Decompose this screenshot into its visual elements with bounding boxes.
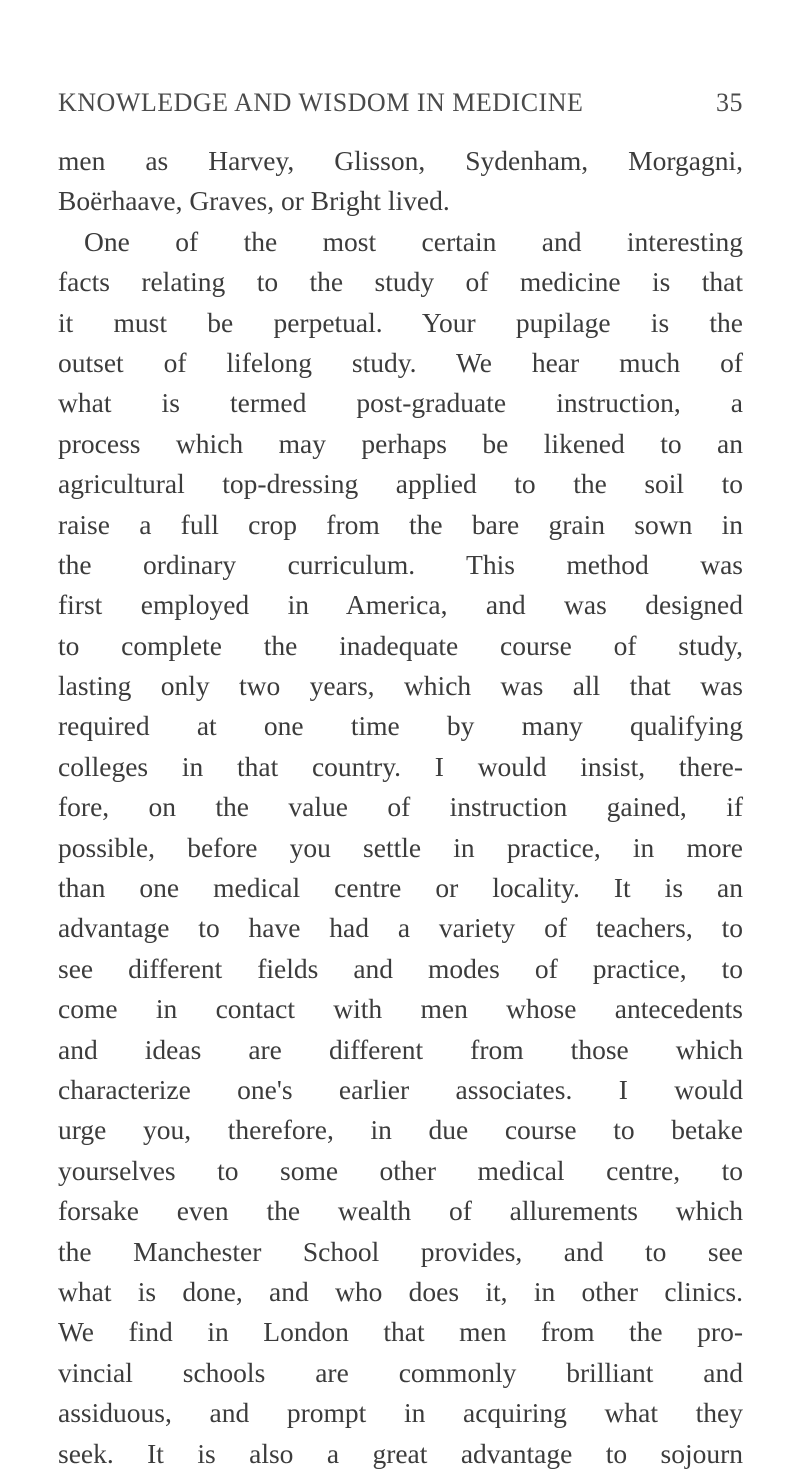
text-line: come in contact with men whose antecedents: [58, 993, 743, 1025]
page-number: 35: [716, 88, 743, 117]
text-line: Boërhaave, Graves, or Bright lived.: [58, 185, 450, 217]
text-line: One of the most certain and interesting: [84, 225, 743, 257]
text-line: forsake even the wealth of allurements which: [58, 1195, 743, 1227]
text-line: characterize one's earlier associates. I would: [58, 1073, 743, 1105]
text-line: it must be perpetual. Your pupilage is the: [58, 306, 743, 338]
text-line: fore, on the value of instruction gained, if: [58, 791, 743, 823]
text-line: vincial schools are commonly brilliant and: [58, 1356, 743, 1388]
text-line: process which may perhaps be likened to an: [58, 427, 743, 459]
body-text: [58, 141, 743, 1474]
text-line: to complete the inadequate course of study,: [58, 629, 743, 661]
text-line: and ideas are different from those which: [58, 1033, 743, 1065]
text-line: advantage to have had a variety of teachers, to: [58, 912, 743, 944]
text-line: agricultural top-dressing applied to the soil to: [58, 468, 743, 500]
text-line: the Manchester School provides, and to see: [58, 1235, 743, 1267]
text-line: than one medical centre or locality. It is an: [58, 872, 743, 904]
text-line: outset of lifelong study. We hear much of: [58, 346, 743, 378]
text-line: required at one time by many qualifying: [58, 710, 743, 742]
text-line: yourselves to some other medical centre, to: [58, 1154, 743, 1186]
text-line: the ordinary curriculum. This method was: [58, 548, 743, 580]
running-title: KNOWLEDGE AND WISDOM IN MEDICINE: [58, 88, 584, 117]
running-head: [58, 88, 743, 118]
text-line: what is done, and who does it, in other clinics.: [58, 1275, 743, 1307]
text-line: see different fields and modes of practice, to: [58, 952, 743, 984]
text-line: possible, before you settle in practice, in more: [58, 831, 743, 863]
text-line: first employed in America, and was designed: [58, 589, 743, 621]
text-line: assiduous, and prompt in acquiring what they: [58, 1397, 743, 1429]
text-line: what is termed post-graduate instruction, a: [58, 387, 743, 419]
text-line: men as Harvey, Glisson, Sydenham, Morgagni,: [58, 145, 743, 176]
text-line: lasting only two years, which was all that was: [58, 670, 743, 702]
text-line: seek. It is also a great advantage to sojourn: [58, 1437, 743, 1469]
text-line: urge you, therefore, in due course to betake: [58, 1114, 743, 1146]
text-line: raise a full crop from the bare grain sown in: [58, 508, 743, 540]
text-line: facts relating to the study of medicine is that: [58, 266, 743, 298]
text-line: colleges in that country. I would insist, there-: [58, 750, 743, 782]
text-line: We find in London that men from the pro-: [58, 1316, 743, 1348]
